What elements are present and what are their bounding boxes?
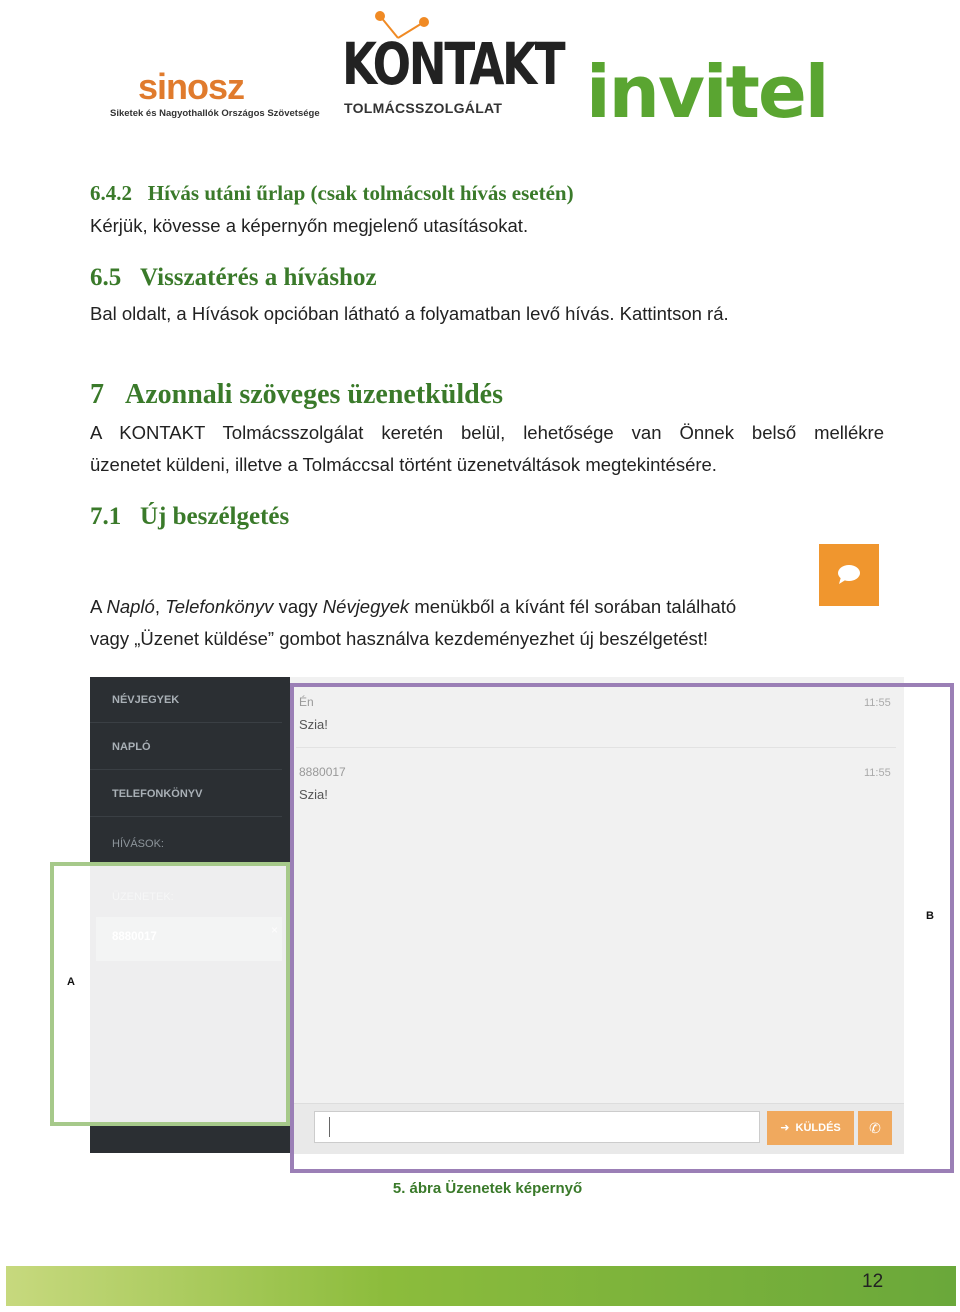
sidebar-item-naplo[interactable]: NAPLÓ: [90, 724, 282, 770]
text-run: A: [90, 596, 107, 617]
message-time: 11:55: [864, 767, 891, 779]
section-7-1-body-line-1: [90, 591, 736, 623]
phone-icon: ✆: [869, 1120, 881, 1136]
section-7-body-line-1: A KONTAKT Tolmácsszolgálat keretén belül, lehetősége van Önnek belső mellékre: [90, 422, 884, 443]
section-7-1-heading: [90, 503, 289, 531]
frame-a-label: A: [67, 976, 75, 988]
section-title: Hívás utáni űrlap (csak tolmácsolt hívás esetén): [147, 181, 574, 205]
text-run: menükből a kívánt fél sorában található: [409, 596, 737, 617]
sinosz-logo-word: sinosz: [138, 66, 245, 107]
text-run: vagy: [273, 596, 323, 617]
section-number: 7: [90, 379, 104, 410]
chat-bubble-icon: [819, 544, 879, 606]
nevjegyek-term: Névjegyek: [322, 596, 410, 617]
invitel-logo-word: invitel: [586, 50, 828, 134]
new-message-button[interactable]: [819, 544, 879, 606]
sinosz-logo-subtitle: Siketek és Nagyothallók Országos Szövetsége: [110, 108, 320, 119]
section-7-body-line-2: üzenetet küldeni, illetve a Tolmáccsal történt üzenetváltások megtekintésére.: [90, 454, 717, 475]
section-6-5-body: Bal oldalt, a Hívások opcióban látható a folyamatban levő hívás. Kattintson rá.: [90, 303, 729, 324]
section-7-heading: [90, 379, 503, 411]
highlight-frame-b: [290, 683, 954, 1173]
invitel-logo: [586, 50, 828, 134]
message-sender: 8880017: [299, 765, 346, 779]
send-button-label: KÜLDÉS: [795, 1122, 841, 1134]
section-title: Azonnali szöveges üzenetküldés: [125, 379, 503, 410]
message-text: Szia!: [299, 717, 328, 732]
section-number: 6.5: [90, 264, 122, 291]
send-arrow-icon: ➜: [780, 1122, 790, 1134]
section-6-5-heading: [90, 264, 377, 292]
section-title: Új beszélgetés: [140, 503, 290, 530]
page-number: 12: [862, 1271, 884, 1292]
naplo-term: Napló: [106, 596, 155, 617]
sidebar-item-nevjegyek[interactable]: NÉVJEGYEK: [90, 677, 282, 723]
section-6-4-2-body: Kérjük, kövesse a képernyőn megjelenő utasításokat.: [90, 215, 529, 236]
sidebar-calls-label: HÍVÁSOK:: [112, 838, 164, 850]
kontakt-logo-subtitle: TOLMÁCSSZOLGÁLAT: [344, 100, 503, 116]
highlight-frame-a: [50, 862, 290, 1126]
section-number: 6.4.2: [90, 181, 132, 205]
message-time: 11:55: [864, 697, 891, 709]
section-number: 7.1: [90, 503, 122, 530]
telefonkonyv-term: Telefonkönyv: [165, 596, 274, 617]
section-7-1-body-line-2: vagy „Üzenet küldése” gombot használva kezdeményezhet új beszélgetést!: [90, 628, 709, 649]
figure-caption: 5. ábra Üzenetek képernyő: [392, 1180, 583, 1197]
section-title: Visszatérés a híváshoz: [140, 264, 377, 291]
sinosz-logo: [108, 66, 320, 124]
message-sender: Én: [299, 695, 314, 709]
footer-bar: [6, 1266, 956, 1306]
kontakt-logo-word: KONTAKT: [342, 30, 564, 98]
section-6-4-2-heading: [90, 181, 574, 206]
message-text: Szia!: [299, 787, 328, 802]
sidebar-item-telefonkonyv[interactable]: TELEFONKÖNYV: [90, 771, 282, 817]
kontakt-logo: [340, 8, 564, 120]
frame-b-label: B: [926, 910, 934, 922]
text-run: ,: [154, 596, 166, 617]
